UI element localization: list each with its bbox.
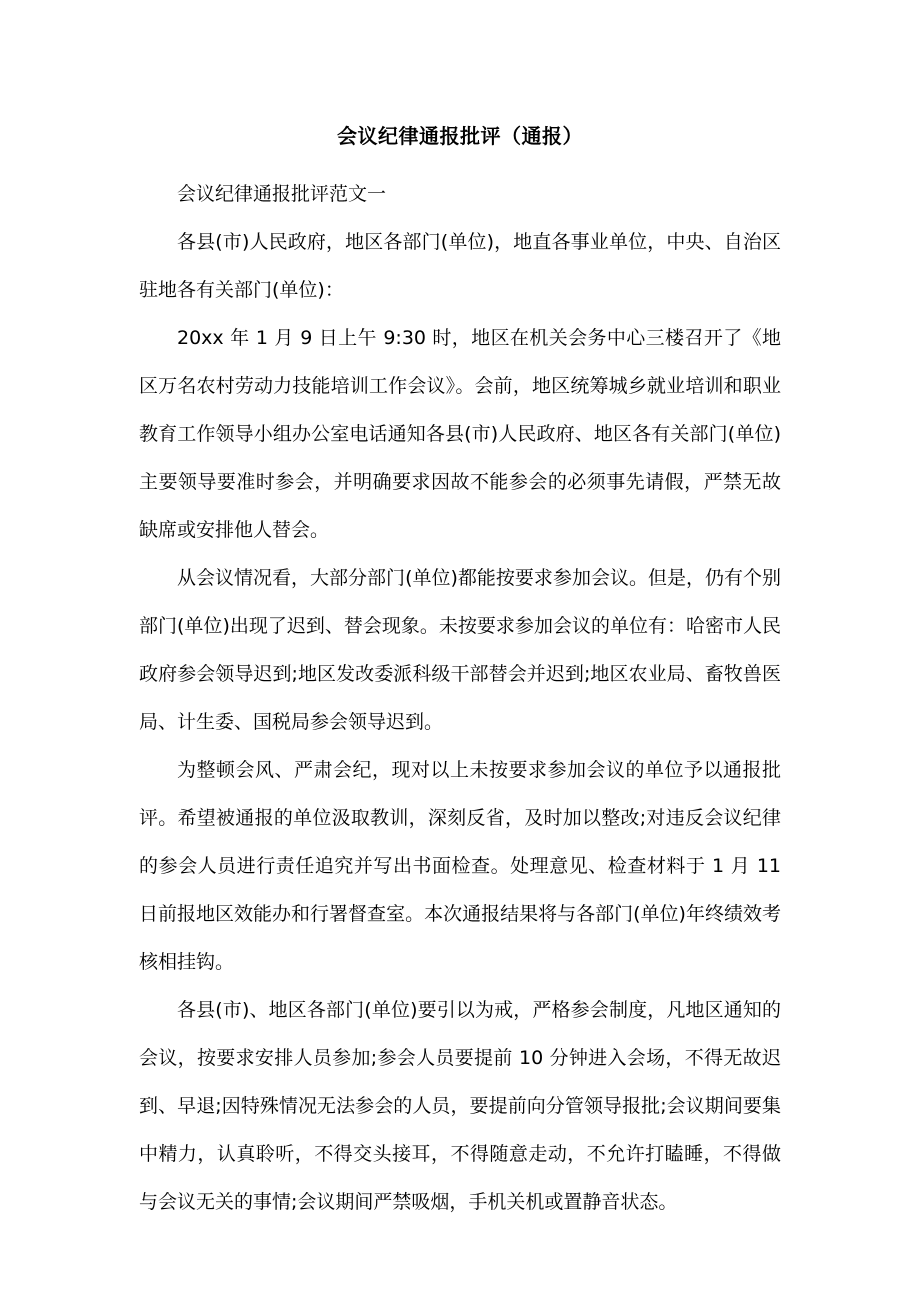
paragraph-meeting-requirements: 各县(市)、地区各部门(单位)要引以为戒，严格参会制度，凡地区通知的会议，按要求安排人员参加;参会人员要提前 10 分钟进入会场，不得无故迟到、早退;因特殊情况无法参会的人员，要提前向分管领导报批;会议期间要集中精力，认真聆听，不得交头接耳，不得随意走动，不允许打瞌睡，不得做与会议无关的事情;会议期间严禁吸烟，手机关机或置静音状态。 [139,999,781,1213]
document-subtitle: 会议纪律通报批评范文一 [177,183,387,205]
paragraph-criticism-decision: 为整顿会风、严肃会纪，现对以上未按要求参加会议的单位予以通报批评。希望被通报的单位汲取教训，深刻反省，及时加以整改;对违反会议纪律的参会人员进行责任追究并写出书面检查。处理意见、检查材料于 1 月 11 日前报地区效能办和行署督查室。本次通报结果将与各部门(单位)年终绩效考核相挂钩。 [139,759,781,973]
document-body [139,170,781,1226]
paragraph-meeting-background: 20xx 年 1 月 9 日上午 9:30 时，地区在机关会务中心三楼召开了《地区万名农村劳动力技能培训工作会议》。会前，地区统筹城乡就业培训和职业教育工作领导小组办公室电话通知各县(市)人民政府、地区各有关部门(单位)主要领导要准时参会，并明确要求因故不能参会的必须事先请假，严禁无故缺席或安排他人替会。 [139,327,781,541]
paragraph-attendance-situation: 从会议情况看，大部分部门(单位)都能按要求参加会议。但是，仍有个别部门(单位)出现了迟到、替会现象。未按要求参加会议的单位有：哈密市人民政府参会领导迟到;地区发改委派科级干部替会并迟到;地区农业局、畜牧兽医局、计生委、国税局参会领导迟到。 [139,567,781,733]
paragraph-salutation: 各县(市)人民政府，地区各部门(单位)，地直各事业单位，中央、自治区驻地各有关部门(单位)： [139,231,781,301]
document-title: 会议纪律通报批评（通报） [337,124,583,148]
